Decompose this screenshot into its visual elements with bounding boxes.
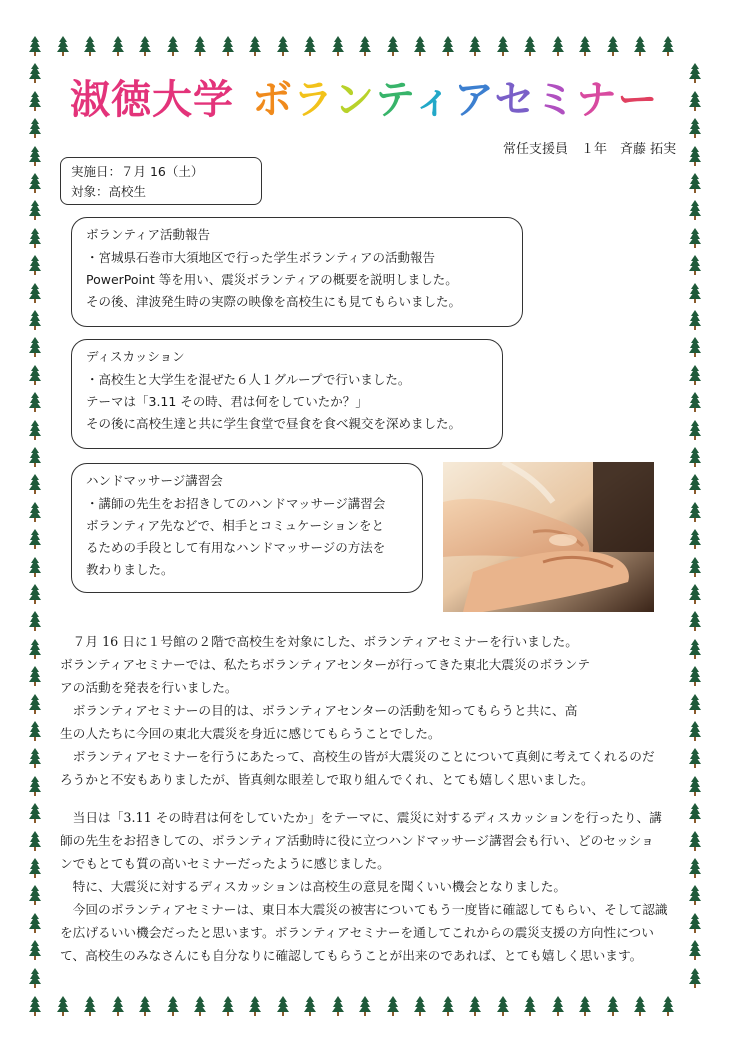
section-line: ボランティア先などで、相手とコミュケーションをと — [86, 518, 385, 533]
pine-tree-icon — [633, 36, 647, 56]
pine-tree-icon — [83, 996, 97, 1016]
pine-tree-icon — [28, 200, 42, 220]
pine-tree-icon — [578, 996, 592, 1016]
section-heading: ハンドマッサージ講習会 — [86, 473, 223, 488]
pine-tree-icon — [276, 36, 290, 56]
pine-tree-icon — [28, 831, 42, 851]
pine-tree-icon — [28, 36, 42, 56]
pine-tree-icon — [111, 996, 125, 1016]
body-line: 今回のボランティアセミナーは、東日本大震災の被害についてもう一度皆に確認してもらい、そして認識 — [60, 902, 668, 917]
pine-tree-icon — [28, 310, 42, 330]
body-line: ボランティアセミナーの目的は、ボランティアセンターの活動を知ってもらうと共に、高 — [60, 703, 578, 718]
pine-tree-icon — [28, 228, 42, 248]
pine-tree-icon — [688, 831, 702, 851]
title-char: ア — [453, 77, 495, 123]
pine-tree-icon — [28, 584, 42, 604]
pine-tree-icon — [358, 996, 372, 1016]
title-char: ン — [334, 77, 375, 123]
pine-tree-icon — [688, 529, 702, 549]
section-line: るための手段として有用なハンドマッサージの方法を — [86, 540, 386, 555]
pine-tree-icon — [386, 36, 400, 56]
pine-tree-icon — [688, 255, 702, 275]
pine-tree-icon — [138, 36, 152, 56]
title-seminar — [252, 77, 658, 123]
title-char: テ — [375, 77, 413, 123]
body-line: 特に、大震災に対するディスカッションは高校生の意見を聞くいい機会となりました。 — [60, 879, 567, 894]
section-line: テーマは「3.11 その時、君は何をしていたか？」 — [86, 394, 368, 409]
pine-tree-icon — [28, 283, 42, 303]
pine-tree-icon — [688, 420, 702, 440]
pine-tree-icon — [28, 776, 42, 796]
pine-tree-icon — [248, 36, 262, 56]
pine-tree-icon — [551, 996, 565, 1016]
pine-tree-icon — [28, 146, 42, 166]
body-line: ボランティアセミナーを行うにあたって、高校生の皆が大震災のことについて真剣に考えてくれるのだ — [60, 749, 655, 764]
pine-tree-icon — [688, 228, 702, 248]
pine-tree-icon — [193, 36, 207, 56]
section-line: PowerPoint 等を用い、震災ボランティアの概要を説明しました。 — [86, 272, 458, 287]
body-line: 当日は「3.11 その時君は何をしていたか」をテーマに、震災に対するディスカッションを行ったり、講 — [60, 810, 662, 825]
body-line: ボランティアセミナーでは、私たちボランティアセンターが行ってきた東北大震災のボランテ — [60, 657, 591, 672]
hand-massage-photo — [443, 462, 654, 612]
author-line: 常任支援員 １年 斉藤 拓実 — [503, 142, 677, 157]
pine-tree-icon — [28, 721, 42, 741]
pine-tree-icon — [523, 996, 537, 1016]
pine-tree-icon — [441, 36, 455, 56]
title-char: ー — [617, 77, 659, 123]
pine-tree-icon — [688, 748, 702, 768]
title-char: ミ — [535, 77, 577, 123]
pine-tree-icon — [276, 996, 290, 1016]
pine-tree-icon — [303, 36, 317, 56]
pine-tree-icon — [28, 666, 42, 686]
pine-tree-icon — [688, 776, 702, 796]
pine-tree-icon — [28, 557, 42, 577]
pine-tree-icon — [688, 173, 702, 193]
pine-tree-icon — [28, 748, 42, 768]
info-box — [60, 157, 262, 205]
pine-tree-icon — [688, 474, 702, 494]
pine-tree-icon — [688, 557, 702, 577]
pine-tree-icon — [688, 694, 702, 714]
pine-tree-icon — [578, 36, 592, 56]
pine-tree-icon — [138, 996, 152, 1016]
pine-tree-icon — [688, 63, 702, 83]
pine-tree-icon — [166, 36, 180, 56]
pine-tree-icon — [606, 996, 620, 1016]
pine-tree-icon — [496, 996, 510, 1016]
pine-tree-icon — [28, 803, 42, 823]
title-char: セ — [494, 77, 536, 123]
pine-tree-icon — [688, 639, 702, 659]
pine-tree-icon — [413, 996, 427, 1016]
pine-tree-icon — [688, 968, 702, 988]
pine-tree-icon — [688, 146, 702, 166]
pine-tree-icon — [28, 940, 42, 960]
pine-tree-icon — [688, 118, 702, 138]
pine-tree-icon — [331, 36, 345, 56]
pine-tree-icon — [28, 996, 42, 1016]
pine-tree-icon — [633, 996, 647, 1016]
pine-tree-icon — [193, 996, 207, 1016]
pine-tree-icon — [28, 502, 42, 522]
pine-tree-icon — [688, 940, 702, 960]
section-hand-massage — [71, 463, 423, 593]
pine-tree-icon — [221, 36, 235, 56]
pine-tree-icon — [496, 36, 510, 56]
pine-tree-icon — [468, 36, 482, 56]
body-line: アの活動を発表を行いました。 — [60, 680, 238, 695]
pine-tree-icon — [688, 611, 702, 631]
event-target: 対象：高校生 — [71, 184, 147, 199]
pine-tree-icon — [688, 337, 702, 357]
pine-tree-icon — [688, 803, 702, 823]
pine-tree-icon — [688, 310, 702, 330]
pine-tree-icon — [413, 36, 427, 56]
page-title — [70, 68, 658, 125]
pine-tree-icon — [28, 611, 42, 631]
pine-tree-icon — [303, 996, 317, 1016]
pine-tree-icon — [688, 283, 702, 303]
pine-tree-icon — [56, 36, 70, 56]
pine-tree-icon — [28, 694, 42, 714]
pine-tree-icon — [688, 200, 702, 220]
pine-tree-icon — [688, 584, 702, 604]
body-line: を広げるいい機会だったと思います。ボランティアセミナーを通してこれからの震災支援の方向性につい — [60, 925, 654, 940]
pine-tree-icon — [358, 36, 372, 56]
pine-tree-icon — [523, 36, 537, 56]
pine-tree-icon — [28, 91, 42, 111]
pine-tree-icon — [166, 996, 180, 1016]
pine-tree-icon — [688, 502, 702, 522]
pine-tree-icon — [28, 447, 42, 467]
pine-tree-icon — [606, 36, 620, 56]
title-university: 淑徳大学 — [70, 77, 234, 123]
pine-tree-icon — [28, 913, 42, 933]
pine-tree-icon — [661, 996, 675, 1016]
title-char: ナ — [576, 77, 618, 123]
section-heading: ボランティア活動報告 — [86, 227, 211, 242]
pine-tree-icon — [28, 365, 42, 385]
title-char: ボ — [252, 77, 293, 123]
pine-tree-icon — [688, 913, 702, 933]
section-line: その後、津波発生時の実際の映像を高校生にも見てもらいました。 — [86, 294, 462, 309]
body-line: 生の人たちに今回の東北大震災を身近に感じてもらうことでした。 — [60, 726, 441, 741]
section-discussion — [71, 339, 503, 449]
body-line: ７月 16 日に１号館の２階で高校生を対象にした、ボランティアセミナーを行いました。 — [60, 634, 578, 649]
section-line: その後に高校生達と共に学生食堂で昼食を食べ親交を深めました。 — [86, 416, 462, 431]
pine-tree-icon — [688, 721, 702, 741]
section-heading: ディスカッション — [86, 349, 185, 364]
section-line: ・高校生と大学生を混ぜた６人１グループで行いました。 — [86, 372, 411, 387]
pine-tree-icon — [28, 968, 42, 988]
body-line: ンでもとても質の高いセミナーだったように感じました。 — [60, 856, 390, 871]
pine-tree-icon — [688, 91, 702, 111]
pine-tree-icon — [688, 858, 702, 878]
pine-tree-icon — [111, 36, 125, 56]
event-date: 実施日：７月 16（土） — [71, 164, 204, 179]
pine-tree-icon — [688, 392, 702, 412]
pine-tree-icon — [688, 666, 702, 686]
pine-tree-icon — [28, 255, 42, 275]
pine-tree-icon — [28, 858, 42, 878]
pine-tree-icon — [221, 996, 235, 1016]
pine-tree-icon — [248, 996, 262, 1016]
pine-tree-icon — [28, 392, 42, 412]
body-line: 師の先生をお招きしての、ボランティア活動時に役に立つハンドマッサージ講習会も行い、どのセッショ — [60, 833, 654, 848]
pine-tree-icon — [28, 63, 42, 83]
pine-tree-icon — [28, 474, 42, 494]
section-line: 教わりました。 — [86, 562, 174, 577]
section-activity-report — [71, 217, 523, 327]
pine-tree-icon — [468, 996, 482, 1016]
section-line: ・宮城県石巻市大須地区で行った学生ボランティアの活動報告 — [86, 250, 436, 265]
pine-tree-icon — [28, 118, 42, 138]
pine-tree-icon — [688, 365, 702, 385]
title-char: ラ — [293, 77, 334, 123]
pine-tree-icon — [28, 173, 42, 193]
pine-tree-icon — [386, 996, 400, 1016]
body-line: て、高校生のみなさんにも自分なりに確認してもらうことが出来のであれば、とても嬉しく思います。 — [60, 948, 643, 963]
pine-tree-icon — [688, 447, 702, 467]
article-body — [60, 630, 688, 967]
pine-tree-icon — [331, 996, 345, 1016]
pine-tree-icon — [28, 529, 42, 549]
pine-tree-icon — [441, 996, 455, 1016]
pine-tree-icon — [551, 36, 565, 56]
title-char: ィ — [412, 77, 454, 123]
pine-tree-icon — [28, 337, 42, 357]
body-line: ろうかと不安もありましたが、皆真剣な眼差しで取り組んでくれ、とても嬉しく思いました。 — [60, 772, 594, 787]
pine-tree-icon — [28, 639, 42, 659]
pine-tree-icon — [56, 996, 70, 1016]
pine-tree-icon — [83, 36, 97, 56]
pine-tree-icon — [28, 420, 42, 440]
section-line: ・講師の先生をお招きしてのハンドマッサージ講習会 — [86, 496, 386, 511]
pine-tree-icon — [688, 885, 702, 905]
pine-tree-icon — [28, 885, 42, 905]
pine-tree-icon — [661, 36, 675, 56]
